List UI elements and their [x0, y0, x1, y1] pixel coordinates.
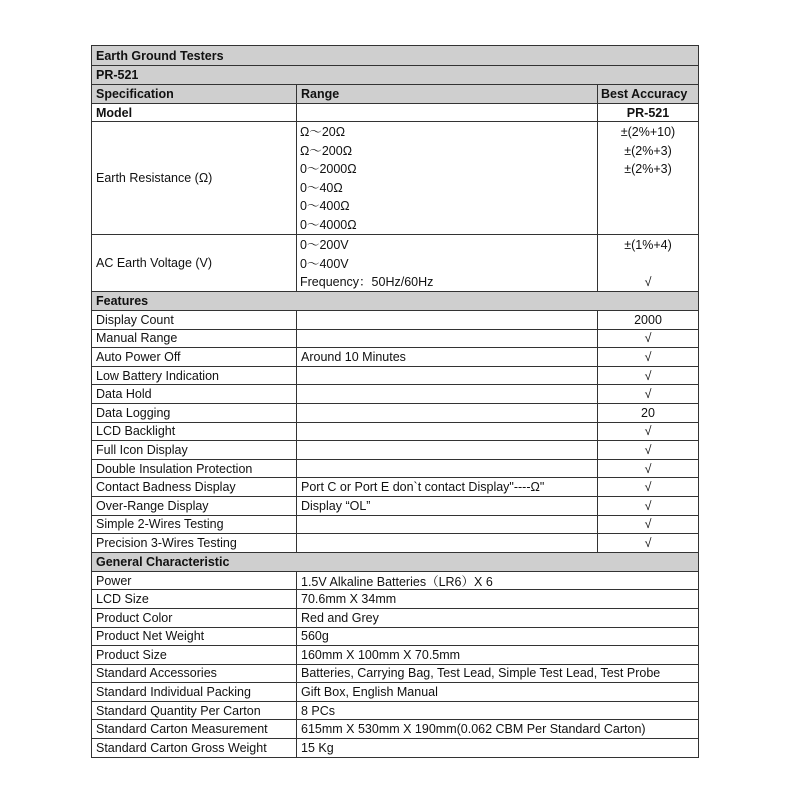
feature-row	[91, 496, 699, 515]
features-list	[91, 310, 699, 552]
general-name: Standard Quantity Per Carton	[91, 701, 296, 720]
accuracy-line: ±(2%+10)	[620, 125, 676, 139]
range-line: 0～40Ω	[300, 180, 343, 195]
general-row	[91, 589, 699, 608]
feature-row	[91, 384, 699, 403]
range-line: 0～200V	[300, 238, 349, 252]
feature-row	[91, 515, 699, 534]
general-name: LCD Size	[91, 589, 296, 608]
feature-row	[91, 403, 699, 422]
ac-voltage-accuracy	[597, 234, 699, 291]
model-code: PR-521	[91, 65, 699, 84]
general-value: 560g	[296, 627, 699, 646]
feature-name: Double Insulation Protection	[91, 459, 296, 478]
general-name: Standard Carton Gross Weight	[91, 738, 296, 757]
feature-range: Port C or Port E don`t contact Display"----Ω"	[296, 477, 597, 496]
general-value: 8 PCs	[296, 701, 699, 720]
feature-name: Low Battery Indication	[91, 366, 296, 385]
feature-range	[296, 403, 597, 422]
header-specification: Specification	[91, 84, 296, 103]
range-line: Ω～20Ω	[300, 125, 346, 139]
general-name: Product Size	[91, 645, 296, 664]
feature-value: √	[597, 515, 699, 534]
feature-name: Auto Power Off	[91, 347, 296, 366]
feature-name: Full Icon Display	[91, 440, 296, 459]
general-list	[91, 571, 699, 757]
accuracy-line: ±(1%+4)	[624, 238, 672, 252]
range-line: 0～4000Ω	[300, 217, 357, 232]
feature-range	[296, 422, 597, 441]
features-section-row	[91, 291, 699, 310]
feature-name: Over-Range Display	[91, 496, 296, 515]
feature-name: Data Logging	[91, 403, 296, 422]
feature-name: Simple 2-Wires Testing	[91, 515, 296, 534]
general-name: Standard Accessories	[91, 664, 296, 683]
feature-value: √	[597, 440, 699, 459]
general-name: Power	[91, 571, 296, 590]
feature-row	[91, 347, 699, 366]
earth-resistance-accuracy	[597, 121, 699, 234]
feature-row	[91, 366, 699, 385]
general-value: Batteries, Carrying Bag, Test Lead, Simple Test Lead, Test Probe	[296, 664, 699, 683]
model-value: PR-521	[597, 103, 699, 121]
general-row	[91, 701, 699, 720]
model-label: Model	[91, 103, 296, 121]
general-row	[91, 645, 699, 664]
feature-name: Precision 3-Wires Testing	[91, 533, 296, 552]
features-title: Features	[91, 291, 699, 310]
feature-range: Around 10 Minutes	[296, 347, 597, 366]
general-name: Standard Carton Measurement	[91, 719, 296, 738]
feature-name: Data Hold	[91, 384, 296, 403]
range-line: 0～400Ω	[300, 199, 350, 214]
feature-name: Manual Range	[91, 329, 296, 348]
earth-resistance-label: Earth Resistance (Ω)	[91, 121, 296, 234]
model-row	[91, 103, 699, 121]
feature-range	[296, 384, 597, 403]
general-value: Gift Box, English Manual	[296, 682, 699, 701]
general-name: Product Color	[91, 608, 296, 627]
general-row	[91, 738, 699, 757]
accuracy-line: √	[644, 275, 652, 290]
feature-value: √	[597, 366, 699, 385]
feature-name: LCD Backlight	[91, 422, 296, 441]
feature-row	[91, 459, 699, 478]
feature-name: Display Count	[91, 310, 296, 329]
general-row	[91, 664, 699, 683]
general-row	[91, 682, 699, 701]
general-value: 160mm X 100mm X 70.5mm	[296, 645, 699, 664]
general-name: Product Net Weight	[91, 627, 296, 646]
model-code-row	[91, 65, 699, 84]
general-value: Red and Grey	[296, 608, 699, 627]
accuracy-line: ±(2%+3)	[624, 143, 672, 158]
accuracy-line: ±(2%+3)	[624, 162, 672, 177]
feature-row	[91, 310, 699, 329]
feature-range	[296, 366, 597, 385]
feature-range	[296, 533, 597, 552]
model-range-empty	[296, 103, 597, 121]
general-row	[91, 608, 699, 627]
general-value: 615mm X 530mm X 190mm(0.062 CBM Per Standard Carton)	[296, 719, 699, 738]
feature-row	[91, 422, 699, 441]
feature-range	[296, 440, 597, 459]
feature-row	[91, 477, 699, 496]
header-accuracy: Best Accuracy	[597, 84, 699, 103]
earth-resistance-row	[91, 121, 699, 234]
table-bottom-border	[91, 757, 699, 758]
range-line: 0～2000Ω	[300, 162, 357, 177]
accuracy-line	[598, 255, 698, 274]
feature-range	[296, 459, 597, 478]
feature-value: √	[597, 347, 699, 366]
general-value: 70.6mm X 34mm	[296, 589, 699, 608]
range-line: 0～400V	[300, 256, 349, 271]
general-value: 1.5V Alkaline Batteries（LR6）X 6	[296, 571, 699, 590]
general-value: 15 Kg	[296, 738, 699, 757]
general-row	[91, 719, 699, 738]
feature-range	[296, 310, 597, 329]
feature-name: Contact Badness Display	[91, 477, 296, 496]
earth-resistance-ranges	[296, 121, 597, 234]
general-title: General Characteristic	[91, 552, 699, 571]
feature-value: 20	[597, 403, 699, 422]
feature-value: √	[597, 422, 699, 441]
feature-value: 2000	[597, 310, 699, 329]
feature-value: √	[597, 477, 699, 496]
ac-voltage-label: AC Earth Voltage (V)	[91, 234, 296, 291]
range-line: Ω～200Ω	[300, 143, 353, 158]
feature-range	[296, 515, 597, 534]
general-row	[91, 571, 699, 590]
feature-row	[91, 533, 699, 552]
table-title: Earth Ground Testers	[91, 45, 699, 65]
general-name: Standard Individual Packing	[91, 682, 296, 701]
feature-value: √	[597, 533, 699, 552]
feature-value: √	[597, 459, 699, 478]
general-section-row	[91, 552, 699, 571]
ac-voltage-row	[91, 234, 699, 291]
feature-row	[91, 329, 699, 348]
ac-voltage-ranges	[296, 234, 597, 291]
spec-table	[91, 45, 699, 757]
feature-row	[91, 440, 699, 459]
general-row	[91, 627, 699, 646]
feature-value: √	[597, 496, 699, 515]
range-line: Frequency：50Hz/60Hz	[300, 275, 434, 290]
feature-range: Display “OL”	[296, 496, 597, 515]
feature-value: √	[597, 384, 699, 403]
feature-value: √	[597, 329, 699, 348]
feature-range	[296, 329, 597, 348]
header-row	[91, 84, 699, 103]
title-row	[91, 45, 699, 65]
header-range: Range	[296, 84, 597, 103]
